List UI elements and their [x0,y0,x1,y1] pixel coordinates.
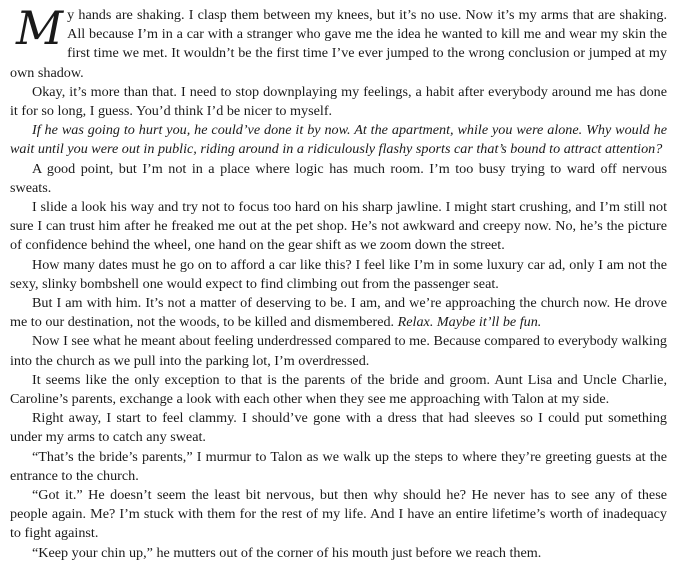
paragraph-text: y hands are shaking. I clasp them between my knees, but it’s no use. Now it’s my arms that are shaking. All because I’m in a car with a stranger who gave me the idea he wanted to kill me and wear my skin the first time we met. It wouldn’t be the first time I’ve ever jumped to the wrong conclusion or jumped at my own shadow. [10,7,667,81]
drop-cap: M [16,1,64,55]
paragraph-4: A good point, but I’m not in a place where logic has much room. I’m too busy trying to ward off nervous sweats. [10,160,667,196]
paragraph-3-inner-thought: If he was going to hurt you, he could’ve done it by now. At the apartment, while you were alone. Why would he wait until you were out in public, riding around in a ridiculously flashy sports car that’s bound to attract attention? [10,122,667,158]
paragraph-7 [10,294,667,332]
paragraph-13: “Keep your chin up,” he mutters out of the corner of his mouth just before we reach them. [32,544,542,561]
paragraph-8: Now I see what he meant about feeling underdressed compared to me. Because compared to everybody walking into the church as we pull into the parking lot, I’m overdressed. [10,333,667,369]
paragraph-10: Right away, I start to feel clammy. I should’ve gone with a dress that had sleeves so I could put something under my arms to catch any sweat. [10,410,667,446]
paragraph-text: But I am with him. It’s not a matter of deserving to be. I am, and we’re approaching the church now. He drove me to our destination, not the woods, to be killed and dismembered. [10,295,667,331]
inner-thought-text: Relax. Maybe it’ll be fun. [397,314,542,331]
paragraph-12: “Got it.” He doesn’t seem the least bit nervous, but then why should he? He never has to see any of these people again. Me? I’m stuck with them for the rest of my life. And I have an entire lifetime’s worth of inadequacy to fight against. [10,487,667,542]
paragraph-1 [10,1,667,83]
paragraph-2: Okay, it’s more than that. I need to stop downplaying my feelings, a habit after everybody around me has done it for so long, I guess. You’d think I’d be nicer to myself. [10,83,667,120]
paragraph-5: I slide a look his way and try not to focus too hard on his sharp jawline. I might start crushing, and I’m still not sure I can trust him after he freaked me out at the pet shop. He’s not awkward and creepy now. No, he’s the picture of confidence behind the wheel, one hand on the gear shift as we zoom down the street. [10,199,667,254]
paragraph-9: It seems like the only exception to that is the parents of the bride and groom. Aunt Lisa and Uncle Charlie, Caroline’s parents, exchange a look with each other when they see me approaching with Talon at my side. [10,371,667,408]
paragraph-6: How many dates must he go on to afford a car like this? I feel like I’m in some luxury car ad, only I am not the sexy, slinky bombshell one would expect to find climbing out from the passenger seat. [10,256,667,292]
paragraph-11: “That’s the bride’s parents,” I murmur to Talon as we walk up the steps to where they’re greeting guests at the entrance to the church. [10,448,667,484]
